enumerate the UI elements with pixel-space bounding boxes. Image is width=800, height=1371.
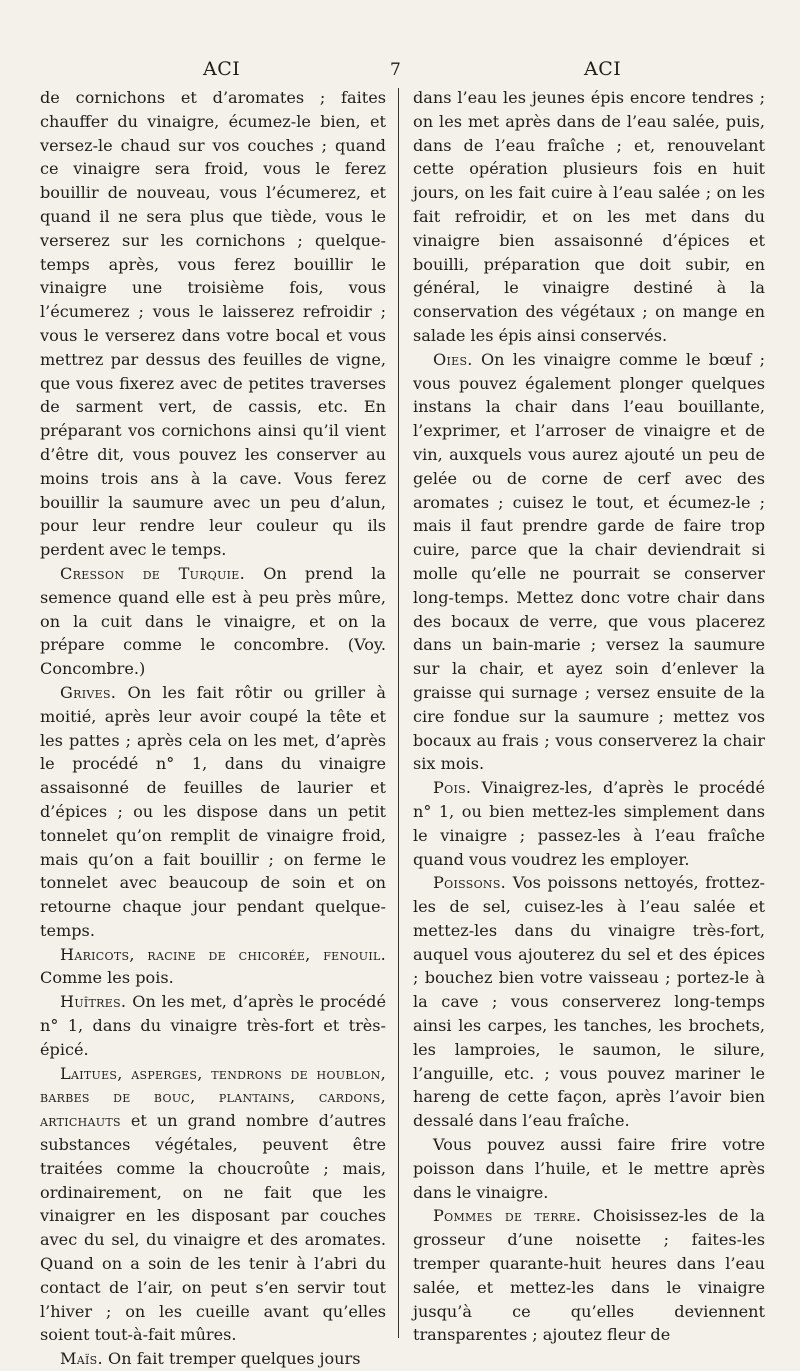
paragraph: Haricots, racine de chicorée, fenouil. Comme les pois. bbox=[40, 944, 386, 988]
entry-head: Oies. bbox=[433, 349, 473, 369]
entry-head: Laitues, asperges, tendrons de houblon, barbes de bouc, plantains, cardons, artichauts bbox=[40, 1063, 386, 1131]
header-left-title: ACI bbox=[203, 58, 241, 80]
paragraph: Pois. Vinaigrez-les, d’après le procédé n° 1, ou bien mettez-les simplement dans le vinaigre ; passez-les à l’eau fraîche quand vous voudrez les employer. bbox=[413, 778, 765, 869]
paragraph: Vous pouvez aussi faire frire votre poisson dans l’huile, et le mettre après dans le vinaigre. bbox=[413, 1135, 765, 1202]
column-divider bbox=[398, 88, 399, 1338]
entry-head: Pommes de terre. bbox=[433, 1206, 582, 1226]
header-right-title: ACI bbox=[584, 58, 622, 80]
paragraph: Huîtres. On les met, d’après le procédé n° 1, dans du vinaigre très-fort et très-épicé. bbox=[40, 992, 387, 1059]
entry-head: Cresson de Turquie. bbox=[60, 563, 246, 583]
entry-head: Maïs. bbox=[60, 1349, 103, 1369]
page-number: 7 bbox=[390, 60, 402, 80]
paragraph: Pommes de terre. Choisissez-les de la grosseur d’une noisette ; faites-les tremper quarante-huit heures dans l’eau salée, et mettez-les dans le vinaigre jusqu’à ce qu’elles deviennent transparentes ; ajoutez fleur de bbox=[413, 1206, 765, 1345]
entry-head: Poissons. bbox=[433, 873, 507, 893]
entry-head: Pois. bbox=[433, 778, 472, 798]
paragraph: de cornichons et d’aromates ; faites chauffer du vinaigre, écumez-le bien, et versez-le chaud sur vos couches ; quand ce vinaigre sera froid, vous le ferez bouillir de nouveau, vous l’écumerez, et quand il ne sera plus que tiède, vous le verserez sur les cornichons ; quelque-temps après, vous ferez bouillir le vinaigre une troisième fois, vous l’écumerez ; vous le laisserez refroidir ; vous le verserez dans votre bocal et vous mettrez par dessus des feuilles de vigne, que vous fixerez avec de petites traverses de sarment vert, de cassis, etc. En préparant vos cornichons ainsi qu’il vient d’être dit, vous pouvez les conserver au moins trois ans à la cave. Vous ferez bouillir la saumure avec un peu d’alun, pour leur rendre leur couleur qu ils perdent avec le temps. bbox=[40, 88, 386, 560]
entry-head: Huîtres. bbox=[60, 992, 127, 1012]
paragraph: Oies. On les vinaigre comme le bœuf ; vous pouvez également plonger quelques instans la chair dans l’eau bouillante, l’exprimer, et l’arroser de vinaigre et de vin, auxquels vous aurez ajouté un peu de gelée ou de corne de cerf avec des aromates ; cuisez le tout, et écumez-le ; mais il faut prendre garde de faire trop cuire, parce que la chair deviendrait si molle qu’elle ne pourrait se conserver long-temps. Mettez donc votre chair dans des bocaux de verre, que vous placerez dans un bain-marie ; versez la saumure sur la chair, et ayez soin d’enlever la graisse qui surnage ; versez ensuite de la cire fondue sur la saumure ; mettez vos bocaux au frais ; vous conserverez la chair six mois. bbox=[413, 349, 765, 774]
left-column bbox=[40, 86, 386, 1371]
right-column bbox=[413, 86, 765, 1347]
paragraph: Grives. On les fait rôtir ou griller à moitié, après leur avoir coupé la tête et les pattes ; après cela on les met, d’après le procédé n° 1, dans du vinaigre assaisonné de feuilles de laurier et d’épices ; ou les dispose dans un petit tonnelet qu’on remplit de vinaigre froid, mais qu’on a fait bouillir ; on ferme le tonnelet avec beaucoup de soin et on retourne chaque jour pendant quelque-temps. bbox=[40, 682, 386, 940]
running-header bbox=[0, 58, 800, 82]
entry-head: Grives. bbox=[60, 682, 117, 702]
paragraph: Cresson de Turquie. On prend la semence quand elle est à peu près mûre, on la cuit dans le vinaigre, et on la prépare comme le concombre. (Voy. Concombre.) bbox=[40, 563, 386, 679]
paragraph: dans l’eau les jeunes épis encore tendres ; on les met après dans de l’eau salée, puis, dans de l’eau fraîche ; et, renouvelant cette opération plusieurs fois en huit jours, on les fait cuire à l’eau salée ; on les fait refroidir, et on les met dans du vinaigre bien assaisonné d’épices et bouilli, préparation que doit subir, en général, le vinaigre destiné à la conservation des végétaux ; on mange en salade les épis ainsi conservés. bbox=[413, 88, 765, 345]
entry-head: Haricots, racine de chicorée, fenouil. bbox=[60, 944, 386, 964]
paragraph: Poissons. Vos poissons nettoyés, frottez-les de sel, cuisez-les à l’eau salée et mettez-les dans du vinaigre très-fort, auquel vous ajouterez du sel et des épices ; bouchez bien votre vaisseau ; portez-le à la cave ; vous conserverez long-temps ainsi les carpes, les tanches, les brochets, les lamproies, le saumon, le silure, l’anguille, etc. ; vous pouvez mariner le hareng de cette façon, après l’avoir bien dessalé dans l’eau fraîche. bbox=[413, 873, 765, 1131]
paragraph: Maïs. On fait tremper quelques jours bbox=[60, 1349, 361, 1369]
paragraph: Laitues, asperges, tendrons de houblon, barbes de bouc, plantains, cardons, artichauts et un grand nombre d’autres substances végétales, peuvent être traitées comme la choucroûte ; mais, ordinairement, on ne fait que les vinaigrer en les disposant par couches avec du sel, du vinaigre et des aromates. Quand on a soin de les tenir à l’abri du contact de l’air, on peut s’en servir tout l’hiver ; on les cueille avant qu’elles soient tout-à-fait mûres. bbox=[40, 1063, 386, 1345]
